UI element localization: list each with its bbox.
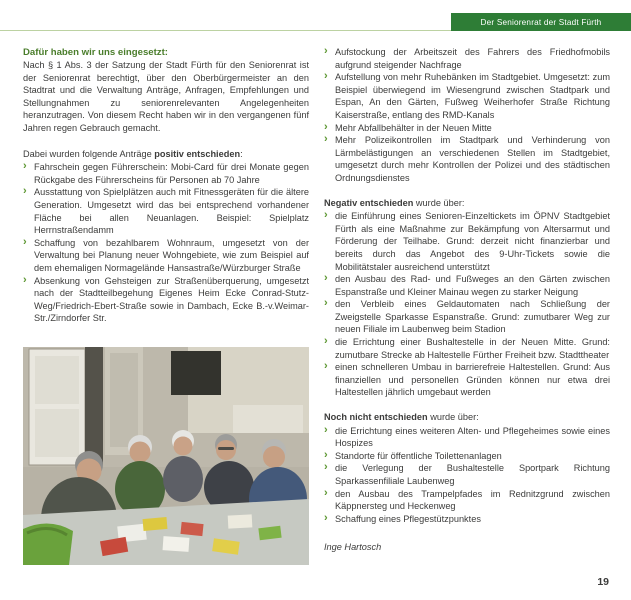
list-item (23, 161, 309, 186)
list-item-text: die Errichtung eines weiteren Alten- und Pflegeheimes sowie eines Hospizes (335, 425, 610, 449)
list-item-text: den Ausbau des Trampelpfades im Rednitzgrund zwischen Käppnersteg und Heckenweg (335, 488, 610, 512)
chevron-bullet-icon: › (324, 45, 328, 57)
meeting-photo (23, 347, 309, 565)
banner-title: Der Seniorenrat der Stadt Fürth (480, 17, 602, 27)
list-item (324, 513, 610, 526)
list-item (324, 425, 610, 450)
right-column (324, 46, 610, 565)
list-item (324, 71, 610, 121)
list-item (324, 488, 610, 513)
chevron-bullet-icon: › (23, 235, 27, 248)
list-item-text: Absenkung von Gehsteigen zur Straßenüberquerung, umgesetzt nach der Stadtteilbegehung Eigenes Heim Ecke Conrad-Stutz-Weg/Friedrich-Ebert-Straße sowie in Dambach, Ecke B.-v.Weimar-Str./Zirndorfer Str. (34, 275, 309, 324)
list-item-text: Aufstockung der Arbeitszeit des Fahrers des Friedhofmobils aufgrund steigender Nachfrage (335, 47, 610, 70)
lead-bold: positiv entschieden (154, 148, 241, 159)
list-item-text: den Verbleib eines Geldautomaten nach Schließung der Zweigstelle Sparkasse Espanstraße. Grund: zumutbarer Weg zur neuen Filiale im Laubenweg beim Stadion (335, 299, 610, 335)
chevron-bullet-icon: › (324, 448, 328, 461)
intro-paragraph: Nach § 1 Abs. 3 der Satzung der Stadt Fürth für den Seniorenrat ist der Seniorenrat berechtigt, über den Oberbürgermeister an den Stadtrat und die Verwaltung Anträge, Anfragen, Empfehlungen und Stellungnahmen zu seniorenrelevanten Angelegenheiten heranzutragen. Von diesem Recht haben wir in den vergangenen fünf Jahren regen Gebrauch gemacht. (23, 60, 309, 133)
chevron-bullet-icon: › (324, 297, 328, 310)
negative-heading (324, 197, 610, 210)
lead-prefix: Dabei wurden folgende Anträge (23, 148, 155, 159)
list-item (324, 298, 610, 336)
lead-suffix: : (240, 148, 243, 159)
list-item-text: Mehr Abfallbehälter in der Neuen Mitte (335, 122, 492, 133)
left-column (23, 46, 309, 565)
list-item (324, 450, 610, 463)
chevron-bullet-icon: › (324, 209, 328, 222)
chevron-bullet-icon: › (23, 185, 27, 198)
chevron-bullet-icon: › (324, 423, 328, 436)
negative-list (324, 210, 610, 399)
list-item-text: Schaffung von bezahlbarem Wohnraum, umgesetzt von der Verwaltung bei Planung neuer Wohngebiete, wie zum Beispiel auf dem ehemaligen Normagelände Hansastraße/Würzburger Straße (34, 237, 309, 273)
list-item-text: Schaffung eines Pflegestützpunktes (335, 513, 481, 524)
header-banner (451, 13, 631, 31)
chevron-bullet-icon: › (23, 160, 27, 173)
section-heading: Dafür haben wir uns eingesetzt: (23, 47, 168, 58)
pending-heading-bold: Noch nicht entschieden (324, 412, 428, 423)
positive-list-left (23, 161, 309, 325)
list-item-text: den Ausbau des Rad- und Fußweges an den Gärten zwischen Espanstraße und Kleiner Mainau wegen zu starker Neigung (335, 274, 610, 297)
list-item-text: Standorte für öffentliche Toilettenanlagen (335, 450, 502, 461)
pending-heading (324, 411, 610, 424)
page-number: 19 (597, 576, 609, 588)
list-item (324, 336, 610, 361)
list-item-text: Fahrschein gegen Führerschein: Mobi-Card für drei Monate gegen Rückgabe des Führerscheins für Personen ab 70 Jahre (34, 162, 309, 185)
positive-list-right (324, 46, 610, 185)
negative-heading-rest: wurde über: (413, 197, 465, 208)
list-item (23, 237, 309, 275)
chevron-bullet-icon: › (324, 461, 328, 474)
list-item (324, 134, 610, 184)
chevron-bullet-icon: › (324, 335, 328, 348)
list-item (324, 361, 610, 399)
list-item-text: die Verlegung der Bushaltestelle Sportpark Richtung Sparkassenfiliale Laubenweg (335, 463, 610, 486)
positive-lead-line (23, 148, 309, 161)
author-name: Inge Hartosch (324, 542, 382, 553)
list-item (324, 273, 610, 298)
list-item-text: die Errichtung einer Bushaltestelle in der Neuen Mitte. Grund: zumutbare Strecke ab Haltestelle Fürther Freiheit bzw. Stadttheater (335, 337, 610, 360)
chevron-bullet-icon: › (324, 133, 328, 146)
list-item-text: Aufstellung von mehr Ruhebänken im Stadtgebiet. Umgesetzt: zum Beispiel überwiegend im Wiesengrund zwischen Stadtpark und Espan, An den Gärten, Fußweg Weiherhofer Straße Richtung Kaiserstraße, entlang des RMD-Kanals (335, 72, 610, 120)
list-item-text: die Einführung eines Senioren-Einzeltickets im ÖPNV Stadtgebiet Fürth als eine Maßnahme zur Bekämpfung von Altersarmut und Förderung der Teilhabe. Grund: derzeit nicht finanzierbar und bereits durch das Angebot des 9-Uhr-Tickets sowie die Mobilitätstaler ausreichend unterstützt (335, 211, 610, 272)
negative-heading-bold: Negativ entschieden (324, 197, 414, 208)
list-item (23, 186, 309, 236)
list-item (324, 210, 610, 273)
chevron-bullet-icon: › (324, 120, 328, 133)
chevron-bullet-icon: › (23, 273, 27, 286)
chevron-bullet-icon: › (324, 511, 328, 524)
list-item (23, 275, 309, 325)
pending-heading-rest: wurde über: (427, 412, 479, 423)
list-item-text: Mehr Polizeikontrollen im Stadtpark und Verhinderung von Lärmbelästigungen an verschiedenen Stellen im Stadtgebiet, umgesetzt durch mehr Kontrollen der Polizei und des städtischen Ordnungsdienstes (335, 135, 610, 183)
list-item-text: Ausstattung von Spielplätzen auch mit Fitnessgeräten für die ältere Generation. Umgesetzt wird das bei entsprechend vorhandener Fläche bei allen Neuanlagen. Beispiel: Spielplatz Herrnstraßendamm (34, 187, 309, 236)
chevron-bullet-icon: › (324, 486, 328, 499)
list-item (324, 462, 610, 487)
list-item (324, 122, 610, 135)
pending-list (324, 425, 610, 526)
chevron-bullet-icon: › (324, 272, 328, 285)
list-item (324, 46, 610, 71)
chevron-bullet-icon: › (324, 70, 328, 83)
list-item-text: einen schnelleren Umbau in barrierefreie Haltestellen. Grund: Aus finanziellen und personellen Gründen können nur etwa drei Haltestellen jährlich umgebaut werden (335, 362, 610, 398)
two-column-layout (23, 46, 610, 565)
chevron-bullet-icon: › (324, 360, 328, 373)
